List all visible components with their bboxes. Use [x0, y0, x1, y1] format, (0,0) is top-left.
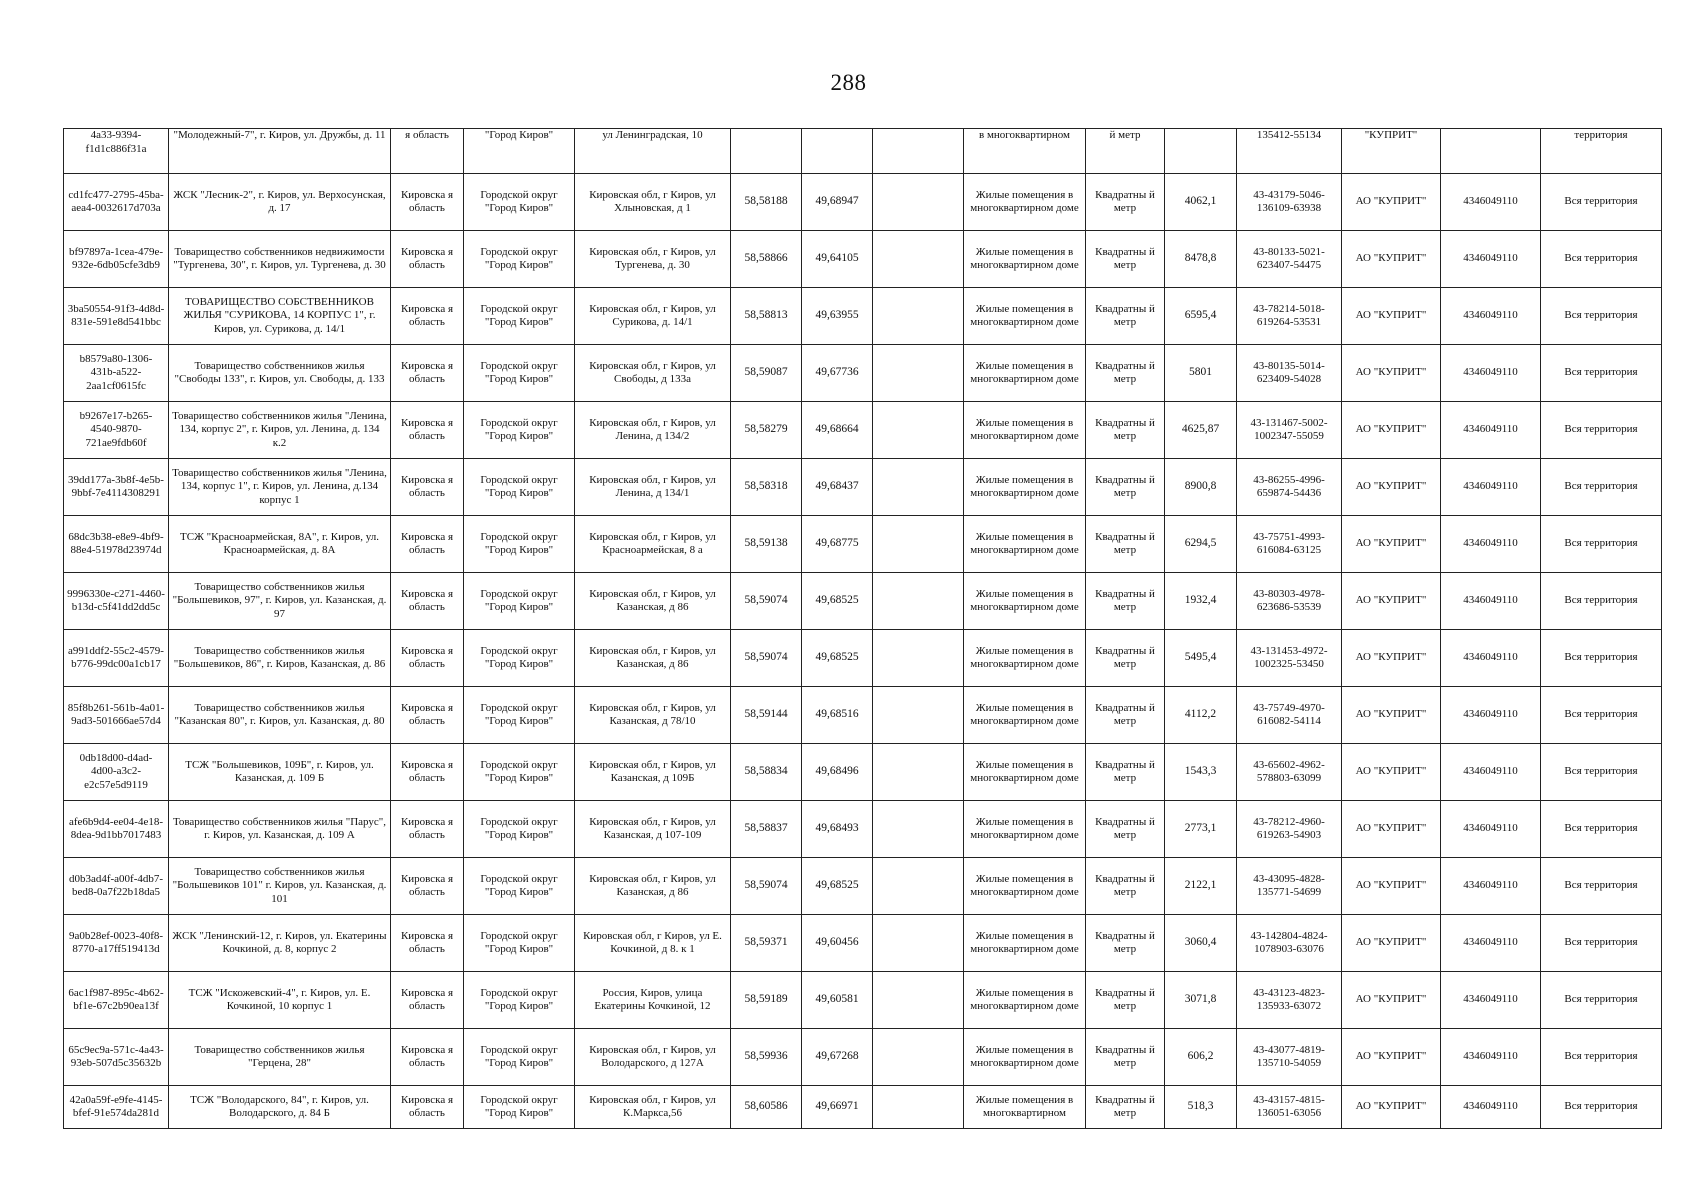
table-row: [64, 801, 1662, 858]
cell-lat: 58,59138: [731, 516, 802, 573]
cell-lat: 58,60586: [731, 1086, 802, 1129]
cell-id: 42a0a59f-e9fe-4145-bfef-91e574da281d: [64, 1086, 169, 1129]
cell-region: Кировска я область: [391, 858, 464, 915]
cell-district: Городской округ "Город Киров": [464, 402, 575, 459]
cell-unit: Квадратны й метр: [1086, 516, 1165, 573]
registry-table: [63, 128, 1662, 1129]
cell-name: Товарищество собственников жилья "Большевиков, 86", г. Киров, Казанская, д. 86: [169, 630, 391, 687]
cell-lon: 49,68947: [802, 174, 873, 231]
cell-lat: 58,59074: [731, 630, 802, 687]
cell-type: Жилые помещения в многоквартирном доме: [964, 972, 1086, 1029]
cell-code: 43-75751-4993-616084-63125: [1237, 516, 1342, 573]
cell-inn: 4346049110: [1441, 345, 1541, 402]
cell-id: 4a33-9394-f1d1c886f31a: [64, 129, 169, 174]
cell-territory: Вся территория: [1541, 174, 1662, 231]
cell-name: ЖСК "Лесник-2", г. Киров, ул. Верхосунская, д. 17: [169, 174, 391, 231]
cell-type: Жилые помещения в многоквартирном: [964, 1086, 1086, 1129]
cell-empty: [873, 345, 964, 402]
cell-unit: Квадратны й метр: [1086, 915, 1165, 972]
cell-type: в многоквартирном: [964, 129, 1086, 174]
cell-type: Жилые помещения в многоквартирном доме: [964, 402, 1086, 459]
cell-org: АО "КУПРИТ": [1342, 231, 1441, 288]
cell-lat: 58,58837: [731, 801, 802, 858]
cell-id: 9a0b28ef-0023-40f8-8770-a17ff519413d: [64, 915, 169, 972]
cell-empty: [873, 288, 964, 345]
cell-org: АО "КУПРИТ": [1342, 345, 1441, 402]
cell-id: a991ddf2-55c2-4579-b776-99dc00a1cb17: [64, 630, 169, 687]
cell-empty: [873, 1086, 964, 1129]
cell-inn: 4346049110: [1441, 516, 1541, 573]
cell-id: 0db18d00-d4ad-4d00-a3c2-e2c57e5d9119: [64, 744, 169, 801]
cell-inn: 4346049110: [1441, 687, 1541, 744]
cell-region: Кировска я область: [391, 1029, 464, 1086]
cell-id: d0b3ad4f-a00f-4db7-bed8-0a7f22b18da5: [64, 858, 169, 915]
cell-id: 39dd177a-3b8f-4e5b-9bbf-7e4114308291: [64, 459, 169, 516]
cell-type: Жилые помещения в многоквартирном доме: [964, 915, 1086, 972]
cell-address: Кировская обл, г Киров, ул Тургенева, д. 30: [575, 231, 731, 288]
cell-inn: 4346049110: [1441, 231, 1541, 288]
cell-region: Кировска я область: [391, 630, 464, 687]
cell-id: bf97897a-1cea-479e-932e-6db05cfe3db9: [64, 231, 169, 288]
cell-code: 43-131453-4972-1002325-53450: [1237, 630, 1342, 687]
cell-address: Кировская обл, г Киров, ул Ленина, д 134/1: [575, 459, 731, 516]
cell-type: Жилые помещения в многоквартирном доме: [964, 801, 1086, 858]
cell-id: 85f8b261-561b-4a01-9ad3-501666ae57d4: [64, 687, 169, 744]
cell-region: Кировска я область: [391, 516, 464, 573]
table-row: [64, 744, 1662, 801]
cell-region: Кировска я область: [391, 915, 464, 972]
table-row: [64, 1086, 1662, 1129]
table-row: [64, 630, 1662, 687]
cell-unit: Квадратны й метр: [1086, 630, 1165, 687]
cell-district: Городской округ "Город Киров": [464, 1029, 575, 1086]
cell-address: Кировская обл, г Киров, ул К.Маркса,56: [575, 1086, 731, 1129]
cell-lon: 49,68525: [802, 573, 873, 630]
cell-unit: Квадратны й метр: [1086, 1086, 1165, 1129]
cell-empty: [873, 129, 964, 174]
cell-inn: 4346049110: [1441, 402, 1541, 459]
cell-district: Городской округ "Город Киров": [464, 231, 575, 288]
cell-region: Кировска я область: [391, 744, 464, 801]
cell-region: Кировска я область: [391, 174, 464, 231]
cell-lon: 49,66971: [802, 1086, 873, 1129]
cell-lon: 49,68493: [802, 801, 873, 858]
cell-org: "КУПРИТ": [1342, 129, 1441, 174]
cell-org: АО "КУПРИТ": [1342, 402, 1441, 459]
cell-code: 43-75749-4970-616082-54114: [1237, 687, 1342, 744]
cell-type: Жилые помещения в многоквартирном доме: [964, 687, 1086, 744]
cell-value: 4062,1: [1165, 174, 1237, 231]
cell-unit: Квадратны й метр: [1086, 972, 1165, 1029]
cell-territory: Вся территория: [1541, 972, 1662, 1029]
cell-district: Городской округ "Город Киров": [464, 972, 575, 1029]
cell-region: Кировска я область: [391, 573, 464, 630]
cell-type: Жилые помещения в многоквартирном доме: [964, 345, 1086, 402]
cell-value: 8900,8: [1165, 459, 1237, 516]
cell-value: 1932,4: [1165, 573, 1237, 630]
cell-inn: 4346049110: [1441, 744, 1541, 801]
cell-territory: Вся территория: [1541, 288, 1662, 345]
page-number: 288: [830, 70, 867, 95]
cell-value: 6294,5: [1165, 516, 1237, 573]
cell-district: Городской округ "Город Киров": [464, 516, 575, 573]
cell-name: ТСЖ "Володарского, 84", г. Киров, ул. Володарского, д. 84 Б: [169, 1086, 391, 1129]
cell-name: Товарищество собственников жилья "Ленина, 134, корпус 1", г. Киров, ул. Ленина, д.134 корпус 1: [169, 459, 391, 516]
cell-lon: 49,60581: [802, 972, 873, 1029]
cell-type: Жилые помещения в многоквартирном доме: [964, 573, 1086, 630]
cell-unit: й метр: [1086, 129, 1165, 174]
cell-code: 43-65602-4962-578803-63099: [1237, 744, 1342, 801]
cell-unit: Квадратны й метр: [1086, 345, 1165, 402]
cell-region: Кировска я область: [391, 459, 464, 516]
cell-id: cd1fc477-2795-45ba-aea4-0032617d703a: [64, 174, 169, 231]
cell-code: 43-43123-4823-135933-63072: [1237, 972, 1342, 1029]
cell-org: АО "КУПРИТ": [1342, 630, 1441, 687]
cell-lon: 49,68437: [802, 459, 873, 516]
cell-org: АО "КУПРИТ": [1342, 573, 1441, 630]
cell-code: 43-80135-5014-623409-54028: [1237, 345, 1342, 402]
table-row: [64, 288, 1662, 345]
cell-lon: [802, 129, 873, 174]
cell-value: 518,3: [1165, 1086, 1237, 1129]
cell-value: 4625,87: [1165, 402, 1237, 459]
cell-district: Городской округ "Город Киров": [464, 288, 575, 345]
cell-district: Городской округ "Город Киров": [464, 573, 575, 630]
cell-code: 43-43095-4828-135771-54699: [1237, 858, 1342, 915]
cell-empty: [873, 231, 964, 288]
cell-lat: 58,58834: [731, 744, 802, 801]
cell-org: АО "КУПРИТ": [1342, 1029, 1441, 1086]
cell-code: 43-43179-5046-136109-63938: [1237, 174, 1342, 231]
cell-inn: 4346049110: [1441, 174, 1541, 231]
table-row: [64, 402, 1662, 459]
cell-id: 3ba50554-91f3-4d8d-831e-591e8d541bbc: [64, 288, 169, 345]
cell-inn: 4346049110: [1441, 858, 1541, 915]
cell-district: Городской округ "Город Киров": [464, 345, 575, 402]
cell-empty: [873, 630, 964, 687]
cell-territory: Вся территория: [1541, 915, 1662, 972]
cell-value: 8478,8: [1165, 231, 1237, 288]
cell-id: 65c9ec9a-571c-4a43-93eb-507d5c35632b: [64, 1029, 169, 1086]
table-row: [64, 345, 1662, 402]
cell-lat: 58,58188: [731, 174, 802, 231]
cell-inn: 4346049110: [1441, 630, 1541, 687]
cell-lat: 58,58813: [731, 288, 802, 345]
cell-value: [1165, 129, 1237, 174]
cell-address: Россия, Киров, улица Екатерины Кочкиной, 12: [575, 972, 731, 1029]
cell-empty: [873, 744, 964, 801]
cell-unit: Квадратны й метр: [1086, 744, 1165, 801]
cell-org: АО "КУПРИТ": [1342, 801, 1441, 858]
cell-lon: 49,68664: [802, 402, 873, 459]
cell-lat: 58,58279: [731, 402, 802, 459]
cell-inn: [1441, 129, 1541, 174]
cell-lat: 58,59074: [731, 858, 802, 915]
cell-org: АО "КУПРИТ": [1342, 174, 1441, 231]
cell-region: Кировска я область: [391, 972, 464, 1029]
cell-empty: [873, 1029, 964, 1086]
cell-region: Кировска я область: [391, 345, 464, 402]
cell-name: ТСЖ "Красноармейская, 8А", г. Киров, ул. Красноармейская, д. 8А: [169, 516, 391, 573]
cell-type: Жилые помещения в многоквартирном доме: [964, 231, 1086, 288]
cell-code: 135412-55134: [1237, 129, 1342, 174]
cell-type: Жилые помещения в многоквартирном доме: [964, 744, 1086, 801]
cell-unit: Квадратны й метр: [1086, 231, 1165, 288]
cell-name: Товарищество собственников жилья "Парус", г. Киров, ул. Казанская, д. 109 А: [169, 801, 391, 858]
cell-district: Городской округ "Город Киров": [464, 858, 575, 915]
cell-territory: территория: [1541, 129, 1662, 174]
cell-org: АО "КУПРИТ": [1342, 1086, 1441, 1129]
cell-lat: 58,59189: [731, 972, 802, 1029]
cell-inn: 4346049110: [1441, 459, 1541, 516]
cell-lat: 58,59144: [731, 687, 802, 744]
cell-inn: 4346049110: [1441, 801, 1541, 858]
cell-name: Товарищество собственников жилья "Свободы 133", г. Киров, ул. Свободы, д. 133: [169, 345, 391, 402]
table-row: [64, 858, 1662, 915]
cell-address: Кировская обл, г Киров, ул Хлыновская, д 1: [575, 174, 731, 231]
cell-lon: 49,68516: [802, 687, 873, 744]
cell-unit: Квадратны й метр: [1086, 402, 1165, 459]
cell-district: Городской округ "Город Киров": [464, 801, 575, 858]
cell-district: Городской округ "Город Киров": [464, 915, 575, 972]
cell-type: Жилые помещения в многоквартирном доме: [964, 288, 1086, 345]
cell-type: Жилые помещения в многоквартирном доме: [964, 174, 1086, 231]
cell-unit: Квадратны й метр: [1086, 174, 1165, 231]
cell-lat: 58,59371: [731, 915, 802, 972]
cell-empty: [873, 573, 964, 630]
cell-inn: 4346049110: [1441, 1029, 1541, 1086]
cell-territory: Вся территория: [1541, 345, 1662, 402]
cell-lon: 49,67268: [802, 1029, 873, 1086]
cell-lat: 58,59074: [731, 573, 802, 630]
cell-unit: Квадратны й метр: [1086, 288, 1165, 345]
cell-type: Жилые помещения в многоквартирном доме: [964, 858, 1086, 915]
cell-unit: Квадратны й метр: [1086, 1029, 1165, 1086]
cell-unit: Квадратны й метр: [1086, 801, 1165, 858]
cell-district: Городской округ "Город Киров": [464, 687, 575, 744]
cell-lon: 49,68775: [802, 516, 873, 573]
cell-empty: [873, 801, 964, 858]
cell-empty: [873, 402, 964, 459]
cell-value: 2122,1: [1165, 858, 1237, 915]
table-row: [64, 459, 1662, 516]
cell-type: Жилые помещения в многоквартирном доме: [964, 459, 1086, 516]
cell-empty: [873, 459, 964, 516]
cell-name: Товарищество собственников жилья "Ленина, 134, корпус 2", г. Киров, ул. Ленина, д. 134 к.2: [169, 402, 391, 459]
cell-value: 5495,4: [1165, 630, 1237, 687]
cell-unit: Квадратны й метр: [1086, 858, 1165, 915]
cell-address: Кировская обл, г Киров, ул Сурикова, д. 14/1: [575, 288, 731, 345]
cell-org: АО "КУПРИТ": [1342, 288, 1441, 345]
cell-territory: Вся территория: [1541, 801, 1662, 858]
cell-address: Кировская обл, г Киров, ул Казанская, д 109Б: [575, 744, 731, 801]
cell-code: 43-80303-4978-623686-53539: [1237, 573, 1342, 630]
cell-region: я область: [391, 129, 464, 174]
cell-org: АО "КУПРИТ": [1342, 459, 1441, 516]
cell-territory: Вся территория: [1541, 231, 1662, 288]
cell-code: 43-78212-4960-619263-54903: [1237, 801, 1342, 858]
cell-name: ТСЖ "Искожевский-4", г. Киров, ул. Е. Кочкиной, 10 корпус 1: [169, 972, 391, 1029]
cell-empty: [873, 174, 964, 231]
cell-value: 606,2: [1165, 1029, 1237, 1086]
cell-lon: 49,63955: [802, 288, 873, 345]
cell-name: Товарищество собственников жилья "Герцена, 28": [169, 1029, 391, 1086]
cell-org: АО "КУПРИТ": [1342, 915, 1441, 972]
cell-org: АО "КУПРИТ": [1342, 687, 1441, 744]
cell-region: Кировска я область: [391, 231, 464, 288]
cell-address: Кировская обл, г Киров, ул Володарского, д 127А: [575, 1029, 731, 1086]
cell-id: 9996330e-c271-4460-b13d-c5f41dd2dd5c: [64, 573, 169, 630]
cell-lon: 49,68525: [802, 858, 873, 915]
cell-value: 1543,3: [1165, 744, 1237, 801]
cell-unit: Квадратны й метр: [1086, 459, 1165, 516]
cell-name: ТСЖ "Большевиков, 109Б", г. Киров, ул. Казанская, д. 109 Б: [169, 744, 391, 801]
cell-territory: Вся территория: [1541, 402, 1662, 459]
cell-value: 4112,2: [1165, 687, 1237, 744]
cell-district: "Город Киров": [464, 129, 575, 174]
cell-region: Кировска я область: [391, 801, 464, 858]
cell-territory: Вся территория: [1541, 744, 1662, 801]
cell-lat: 58,59936: [731, 1029, 802, 1086]
cell-value: 3060,4: [1165, 915, 1237, 972]
cell-name: Товарищество собственников недвижимости "Тургенева, 30", г. Киров, ул. Тургенева, д. 30: [169, 231, 391, 288]
cell-name: ЖСК "Ленинский-12, г. Киров, ул. Екатерины Кочкиной, д. 8, корпус 2: [169, 915, 391, 972]
cell-region: Кировска я область: [391, 288, 464, 345]
cell-id: afe6b9d4-ee04-4e18-8dea-9d1bb7017483: [64, 801, 169, 858]
cell-org: АО "КУПРИТ": [1342, 858, 1441, 915]
cell-inn: 4346049110: [1441, 1086, 1541, 1129]
cell-unit: Квадратны й метр: [1086, 573, 1165, 630]
cell-code: 43-142804-4824-1078903-63076: [1237, 915, 1342, 972]
cell-territory: Вся территория: [1541, 573, 1662, 630]
cell-type: Жилые помещения в многоквартирном доме: [964, 1029, 1086, 1086]
cell-name: Товарищество собственников жилья "Казанская 80", г. Киров, ул. Казанская, д. 80: [169, 687, 391, 744]
cell-unit: Квадратны й метр: [1086, 687, 1165, 744]
cell-lat: 58,58318: [731, 459, 802, 516]
cell-lat: [731, 129, 802, 174]
table-row: [64, 573, 1662, 630]
cell-id: 6ac1f987-895c-4b62-bf1e-67c2b90ea13f: [64, 972, 169, 1029]
table-row: [64, 129, 1662, 174]
cell-value: 3071,8: [1165, 972, 1237, 1029]
cell-territory: Вся территория: [1541, 630, 1662, 687]
cell-address: Кировская обл, г Киров, ул Казанская, д 107-109: [575, 801, 731, 858]
cell-territory: Вся территория: [1541, 1029, 1662, 1086]
cell-org: АО "КУПРИТ": [1342, 744, 1441, 801]
cell-lat: 58,58866: [731, 231, 802, 288]
cell-code: 43-43157-4815-136051-63056: [1237, 1086, 1342, 1129]
table-row: [64, 1029, 1662, 1086]
cell-code: 43-43077-4819-135710-54059: [1237, 1029, 1342, 1086]
cell-value: 5801: [1165, 345, 1237, 402]
cell-id: b8579a80-1306-431b-a522-2aa1cf0615fc: [64, 345, 169, 402]
cell-lon: 49,68525: [802, 630, 873, 687]
cell-address: Кировская обл, г Киров, ул Казанская, д 86: [575, 573, 731, 630]
cell-address: Кировская обл, г Киров, ул Ленина, д 134/2: [575, 402, 731, 459]
cell-territory: Вся территория: [1541, 459, 1662, 516]
cell-name: ТОВАРИЩЕСТВО СОБСТВЕННИКОВ ЖИЛЬЯ "СУРИКОВА, 14 КОРПУС 1", г. Киров, ул. Сурикова, д. 14/1: [169, 288, 391, 345]
cell-code: 43-86255-4996-659874-54436: [1237, 459, 1342, 516]
cell-org: АО "КУПРИТ": [1342, 972, 1441, 1029]
cell-address: Кировская обл, г Киров, ул Казанская, д 86: [575, 630, 731, 687]
cell-district: Городской округ "Город Киров": [464, 1086, 575, 1129]
cell-value: 2773,1: [1165, 801, 1237, 858]
cell-name: Товарищество собственников жилья "Большевиков, 97", г. Киров, ул. Казанская, д. 97: [169, 573, 391, 630]
cell-district: Городской округ "Город Киров": [464, 459, 575, 516]
registry-body: [64, 129, 1662, 1129]
cell-district: Городской округ "Город Киров": [464, 630, 575, 687]
cell-address: Кировская обл, г Киров, ул Казанская, д 86: [575, 858, 731, 915]
cell-value: 6595,4: [1165, 288, 1237, 345]
cell-org: АО "КУПРИТ": [1342, 516, 1441, 573]
cell-type: Жилые помещения в многоквартирном доме: [964, 516, 1086, 573]
cell-id: 68dc3b38-e8e9-4bf9-88e4-51978d23974d: [64, 516, 169, 573]
cell-district: Городской округ "Город Киров": [464, 174, 575, 231]
cell-empty: [873, 687, 964, 744]
cell-territory: Вся территория: [1541, 516, 1662, 573]
cell-region: Кировска я область: [391, 402, 464, 459]
cell-lon: 49,64105: [802, 231, 873, 288]
cell-code: 43-80133-5021-623407-54475: [1237, 231, 1342, 288]
cell-code: 43-131467-5002-1002347-55059: [1237, 402, 1342, 459]
cell-address: Кировская обл, г Киров, ул Красноармейская, 8 а: [575, 516, 731, 573]
cell-region: Кировска я область: [391, 687, 464, 744]
cell-inn: 4346049110: [1441, 288, 1541, 345]
cell-address: Кировская обл, г Киров, ул Казанская, д 78/10: [575, 687, 731, 744]
cell-region: Кировска я область: [391, 1086, 464, 1129]
cell-lon: 49,68496: [802, 744, 873, 801]
cell-territory: Вся территория: [1541, 687, 1662, 744]
cell-address: Кировская обл, г Киров, ул Свободы, д 133а: [575, 345, 731, 402]
cell-empty: [873, 972, 964, 1029]
cell-name: "Молодежный-7", г. Киров, ул. Дружбы, д. 11: [169, 129, 391, 174]
cell-empty: [873, 858, 964, 915]
cell-lat: 58,59087: [731, 345, 802, 402]
cell-address: Кировская обл, г Киров, ул Е. Кочкиной, д 8. к 1: [575, 915, 731, 972]
table-row: [64, 915, 1662, 972]
table-row: [64, 687, 1662, 744]
cell-empty: [873, 516, 964, 573]
cell-district: Городской округ "Город Киров": [464, 744, 575, 801]
cell-inn: 4346049110: [1441, 915, 1541, 972]
cell-lon: 49,60456: [802, 915, 873, 972]
cell-inn: 4346049110: [1441, 972, 1541, 1029]
table-row: [64, 174, 1662, 231]
cell-territory: Вся территория: [1541, 858, 1662, 915]
cell-code: 43-78214-5018-619264-53531: [1237, 288, 1342, 345]
cell-empty: [873, 915, 964, 972]
table-row: [64, 231, 1662, 288]
table-row: [64, 972, 1662, 1029]
cell-territory: Вся территория: [1541, 1086, 1662, 1129]
cell-inn: 4346049110: [1441, 573, 1541, 630]
table-row: [64, 516, 1662, 573]
cell-lon: 49,67736: [802, 345, 873, 402]
cell-address: ул Ленинградская, 10: [575, 129, 731, 174]
cell-name: Товарищество собственников жилья "Большевиков 101" г. Киров, ул. Казанская, д. 101: [169, 858, 391, 915]
cell-id: b9267e17-b265-4540-9870-721ae9fdb60f: [64, 402, 169, 459]
cell-type: Жилые помещения в многоквартирном доме: [964, 630, 1086, 687]
